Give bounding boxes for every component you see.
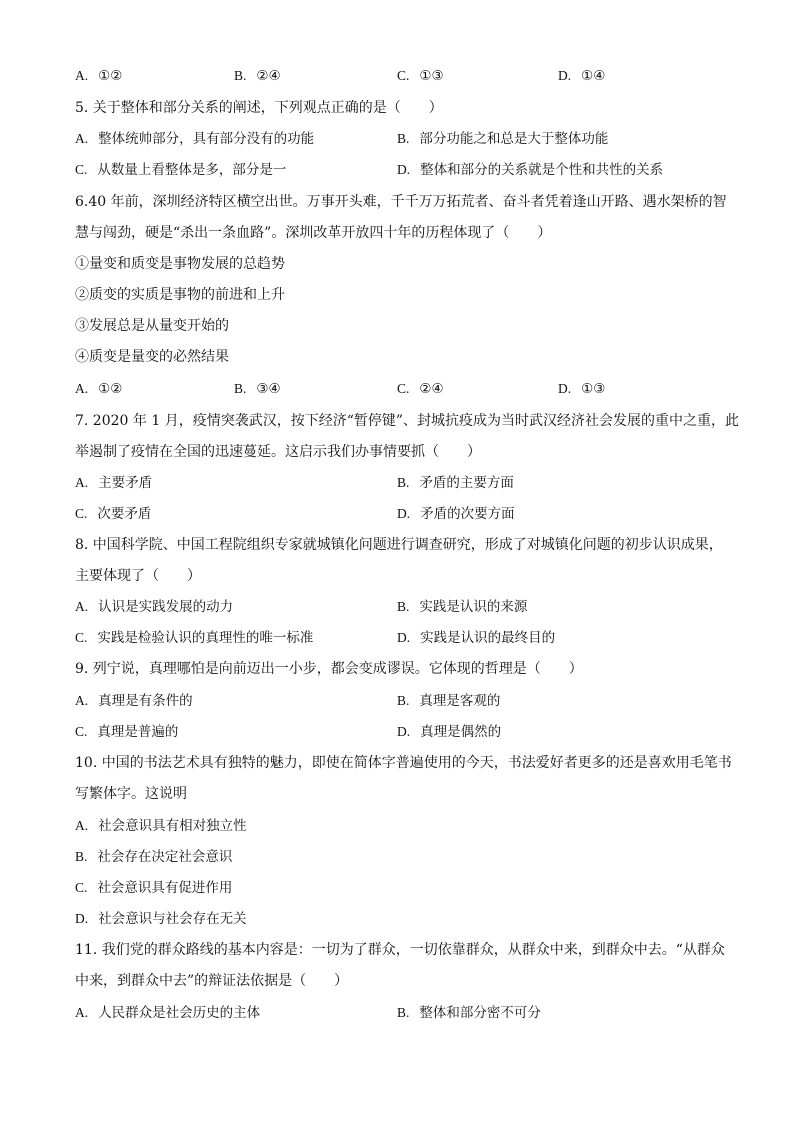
q6-option-d: D. ①③ <box>558 381 606 397</box>
q7-stem-line1: 7. 2020 年 1 月，疫情突袭武汉，按下经济“暂停键”、封城抗疫成为当时武汉经济社会发展的重中之重，此 <box>75 413 740 429</box>
q8-options-row2 <box>75 629 725 647</box>
q7-stem-line2: 举遏制了疫情在全国的迅速蔓延。这启示我们办事情要抓（ ） <box>75 444 481 460</box>
q9-stem: 9. 列宁说，真理哪怕是向前迈出一小步，都会变成谬误。它体现的哲理是（ ） <box>75 661 583 677</box>
q9-options-row1 <box>75 692 725 710</box>
q4-option-a: A. ①② <box>75 68 123 84</box>
q7-option-d: D. 矛盾的次要方面 <box>397 506 515 522</box>
q10-option-b: B. 社会存在决定社会意识 <box>75 849 233 865</box>
q4-options <box>75 67 725 85</box>
q5-options-row1 <box>75 130 725 148</box>
q6-option-b: B. ③④ <box>234 381 281 397</box>
q7-option-a: A. 主要矛盾 <box>75 475 153 491</box>
q6-statement-1: ①量变和质变是事物发展的总趋势 <box>75 256 285 272</box>
q6-options <box>75 380 725 398</box>
q11-options-row1 <box>75 1004 725 1022</box>
q10-option-c: C. 社会意识具有促进作用 <box>75 880 233 896</box>
q4-option-d: D. ①④ <box>558 68 606 84</box>
q10-option-d: D. 社会意识与社会存在无关 <box>75 911 247 927</box>
q6-option-a: A. ①② <box>75 381 123 397</box>
q5-option-c: C. 从数量上看整体是多，部分是一 <box>75 162 287 178</box>
q5-stem: 5. 关于整体和部分关系的阐述，下列观点正确的是（ ） <box>75 100 443 116</box>
q8-option-c: C. 实践是检验认识的真理性的唯一标准 <box>75 630 314 646</box>
q10-stem-line2: 写繁体字。这说明 <box>75 786 187 802</box>
q9-option-a: A. 真理是有条件的 <box>75 693 193 709</box>
q7-options-row2 <box>75 505 725 523</box>
q4-option-c: C. ①③ <box>397 68 444 84</box>
q5-options-row2 <box>75 161 725 179</box>
q7-option-c: C. 次要矛盾 <box>75 506 152 522</box>
q6-stem-line2: 慧与闯劲，硬是“杀出一条血路”。深圳改革开放四十年的历程体现了（ ） <box>75 225 552 241</box>
q11-stem-line1: 11. 我们党的群众路线的基本内容是：一切为了群众，一切依靠群众，从群众中来，到群众中去。“从群众 <box>75 942 725 958</box>
q6-statement-3: ③发展总是从量变开始的 <box>75 318 229 334</box>
q8-option-d: D. 实践是认识的最终目的 <box>397 630 556 646</box>
q6-stem-line1: 6.40 年前，深圳经济特区横空出世。万事开头难，千千万万拓荒者、奋斗者凭着逢山开路、遇水架桥的智 <box>75 194 727 210</box>
q10-option-d-row <box>75 910 725 928</box>
q10-option-b-row <box>75 848 725 866</box>
q6-statement-4: ④质变是量变的必然结果 <box>75 349 229 365</box>
q9-option-b: B. 真理是客观的 <box>397 693 501 709</box>
q10-stem-line1: 10. 中国的书法艺术具有独特的魅力，即使在简体字普遍使用的今天，书法爱好者更多的还是喜欢用毛笔书 <box>75 755 732 771</box>
q7-option-b: B. 矛盾的主要方面 <box>397 475 514 491</box>
q9-options-row2 <box>75 723 725 741</box>
q8-option-a: A. 认识是实践发展的动力 <box>75 599 234 615</box>
q8-option-b: B. 实践是认识的来源 <box>397 599 528 615</box>
q8-stem-line1: 8. 中国科学院、中国工程院组织专家就城镇化问题进行调查研究，形成了对城镇化问题的初步认识成果， <box>75 537 723 553</box>
q10-option-c-row <box>75 879 725 897</box>
q9-option-c: C. 真理是普遍的 <box>75 724 179 740</box>
q5-option-b: B. 部分功能之和总是大于整体功能 <box>397 131 609 147</box>
q5-option-d: D. 整体和部分的关系就是个性和共性的关系 <box>397 162 664 178</box>
q11-option-b: B. 整体和部分密不可分 <box>397 1005 541 1021</box>
q11-stem-line2: 中来，到群众中去”的辩证法依据是（ ） <box>75 973 349 989</box>
q10-option-a-row <box>75 817 725 835</box>
q4-option-b: B. ②④ <box>234 68 281 84</box>
q6-option-c: C. ②④ <box>397 381 444 397</box>
q6-statement-2: ②质变的实质是事物的前进和上升 <box>75 287 285 303</box>
q9-option-d: D. 真理是偶然的 <box>397 724 502 740</box>
q7-options-row1 <box>75 474 725 492</box>
q11-option-a: A. 人民群众是社会历史的主体 <box>75 1005 261 1021</box>
q8-options-row1 <box>75 598 725 616</box>
q5-option-a: A. 整体统帅部分，具有部分没有的功能 <box>75 131 315 147</box>
q8-stem-line2: 主要体现了（ ） <box>75 568 201 584</box>
q10-option-a: A. 社会意识具有相对独立性 <box>75 818 247 834</box>
